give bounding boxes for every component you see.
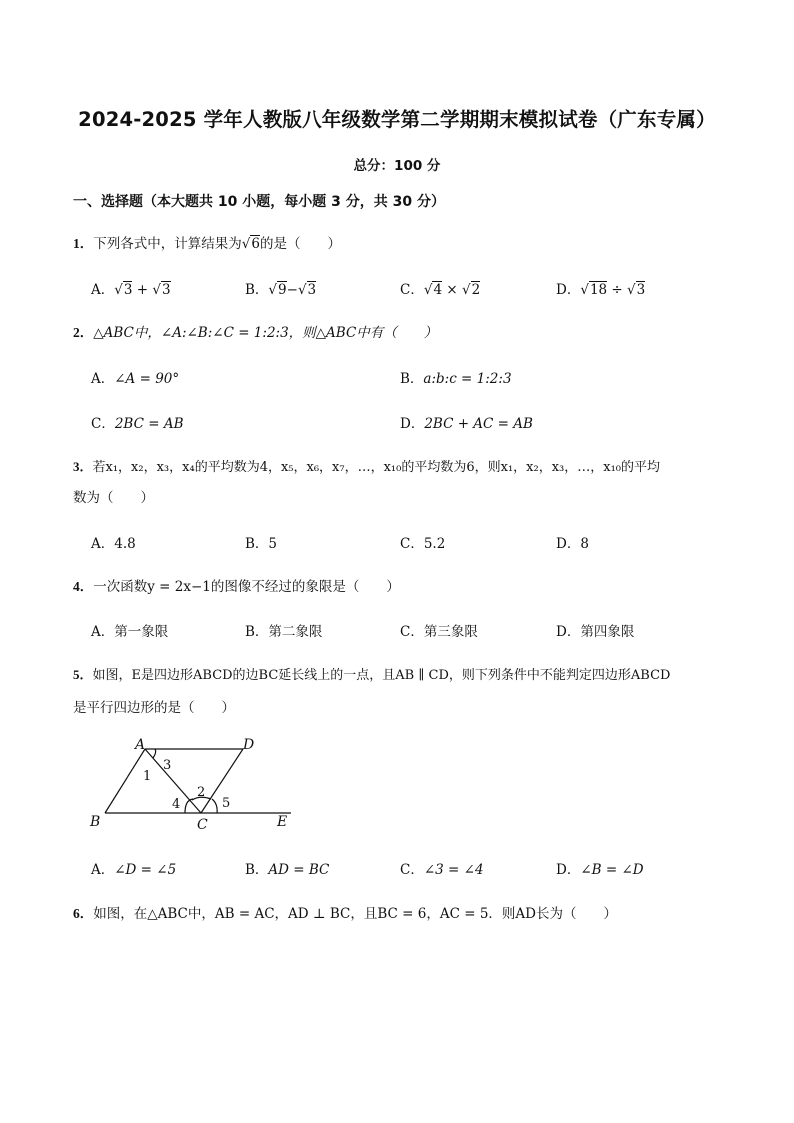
angle-arc-4 <box>185 799 193 813</box>
option-1a: A．√3 + √3 <box>91 282 171 298</box>
option-2c: C．2BC = AB <box>91 416 184 432</box>
angle-arc-3 <box>153 749 156 758</box>
angle-label-1: 1 <box>143 769 152 784</box>
section-heading: 一、选择题（本大题共 10 小题，每小题 3 分，共 30 分） <box>73 194 445 210</box>
option-3b: B．5 <box>245 536 278 552</box>
option-4b: B．第二象限 <box>245 624 323 640</box>
question-1: 1．下列各式中，计算结果为√6的是（ ） <box>73 236 341 252</box>
page-title: 2024-2025 学年人教版八年级数学第二学期期末模拟试卷（广东专属） <box>78 108 716 131</box>
point-label-c: C <box>197 817 208 833</box>
angle-arc-5 <box>212 799 217 813</box>
option-1c: C．√4 × √2 <box>400 282 481 298</box>
option-5b: B．AD = BC <box>245 862 330 878</box>
point-label-e: E <box>277 814 288 830</box>
total-score: 总分：100 分 <box>353 158 441 174</box>
angle-label-3: 3 <box>163 758 172 773</box>
option-4a: A．第一象限 <box>91 624 169 640</box>
question-3-line2: 数为（ ） <box>73 490 154 506</box>
option-1b: B．√9−√3 <box>245 282 317 298</box>
question-5-line2: 是平行四边形的是（ ） <box>73 700 235 716</box>
parallelogram-figure <box>85 733 305 833</box>
option-5d: D．∠B = ∠D <box>556 862 644 878</box>
angle-label-5: 5 <box>222 796 231 811</box>
point-label-d: D <box>243 737 255 753</box>
option-3a: A．4.8 <box>91 536 136 552</box>
option-5a: A．∠D = ∠5 <box>91 862 177 878</box>
angle-label-2: 2 <box>197 785 206 800</box>
question-number: 1． <box>73 236 94 251</box>
option-2b: B．a:b:c = 1:2:3 <box>400 371 512 387</box>
option-4c: C．第三象限 <box>400 624 478 640</box>
point-label-a: A <box>135 737 146 753</box>
option-3c: C．5.2 <box>400 536 446 552</box>
option-3d: D．8 <box>556 536 589 552</box>
question-4: 4．一次函数y = 2x−1的图像不经过的象限是（ ） <box>73 579 400 595</box>
question-3-line1: 3．若x₁，x₂，x₃，x₄的平均数为4，x₅，x₆，x₇，…，x₁₀的平均数为6，则x₁，x₂，x₃，…，x₁₀的平均 <box>73 459 660 475</box>
question-2: 2．△ABC中，∠A:∠B:∠C = 1:2:3，则△ABC中有（ ） <box>73 325 438 341</box>
question-6: 6．如图，在△ABC中，AB = AC，AD ⊥ BC，且BC = 6，AC = 5．则AD长为（ ） <box>73 906 617 922</box>
angle-label-4: 4 <box>172 797 181 812</box>
question-5-line1: 5．如图，E是四边形ABCD的边BC延长线上的一点，且AB ∥ CD，则下列条件中不能判定四边形ABCD <box>73 667 671 683</box>
point-label-b: B <box>90 814 101 830</box>
line-AB <box>105 749 145 813</box>
option-1d: D．√18 ÷ √3 <box>556 282 646 298</box>
option-2d: D．2BC + AC = AB <box>400 416 533 432</box>
option-4d: D．第四象限 <box>556 624 635 640</box>
option-2a: A．∠A = 90° <box>91 371 180 387</box>
option-5c: C．∠3 = ∠4 <box>400 862 484 878</box>
